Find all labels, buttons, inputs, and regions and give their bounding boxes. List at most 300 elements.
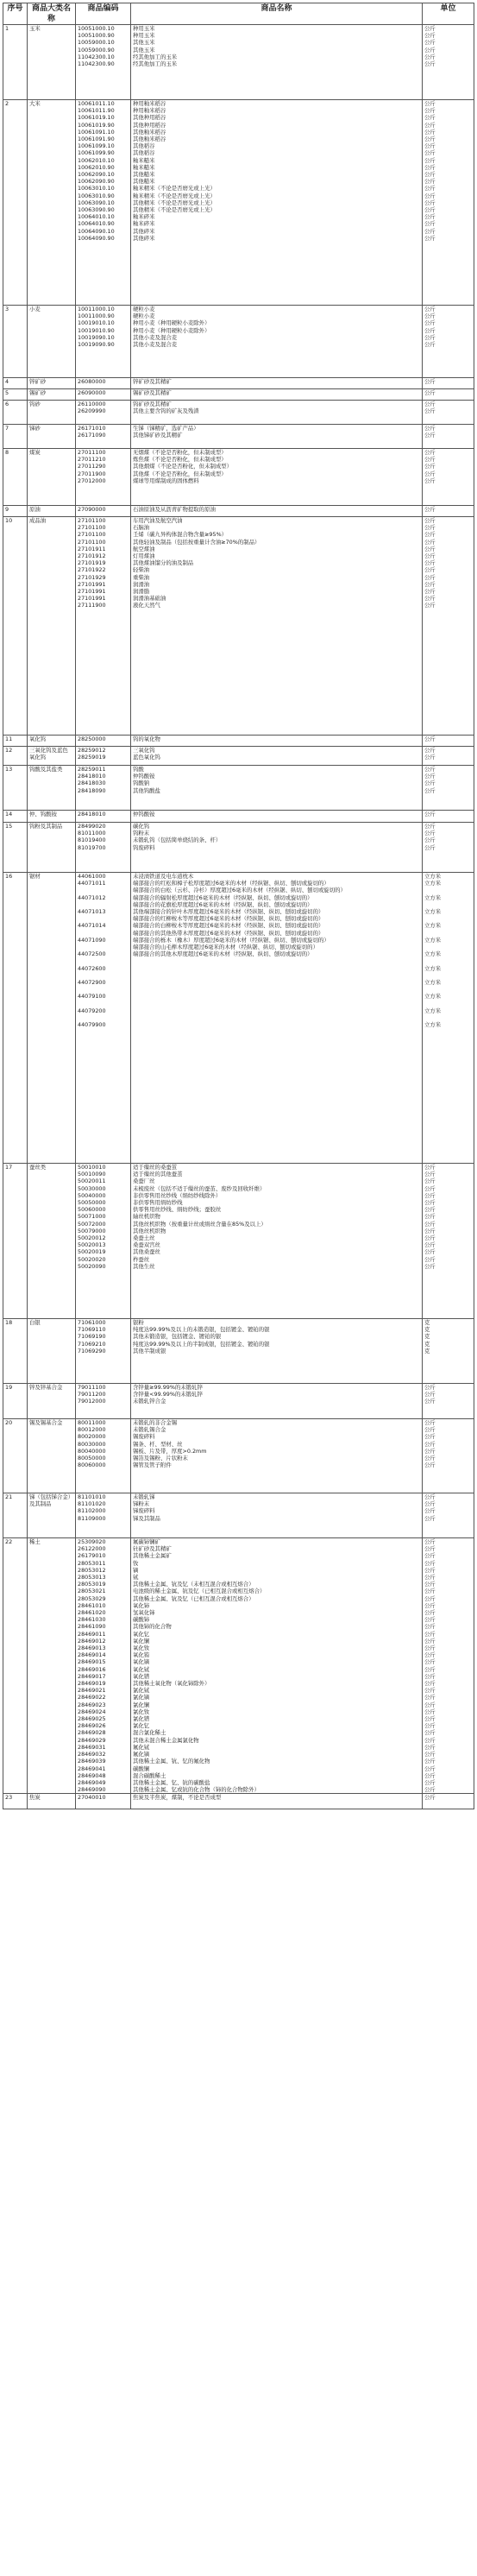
item-code: 28469031 xyxy=(78,1743,106,1751)
item-code: 50010010 xyxy=(78,1164,106,1171)
table-row xyxy=(3,425,474,449)
item-unit: 公斤 xyxy=(424,1178,436,1185)
item-unit: 公斤 xyxy=(424,1758,436,1765)
item-name: 混合碳酸稀土 xyxy=(133,1771,166,1779)
item-code: 81101020 xyxy=(78,1500,106,1508)
item-name: 生锑（锑精矿，选矿产品） xyxy=(133,425,199,432)
item-name: 钨酸钠 xyxy=(133,780,150,787)
item-name: 其他煤（不论是否粉化，但未制成型） xyxy=(133,470,227,477)
seq-text: 2 xyxy=(5,100,9,107)
row-category xyxy=(28,506,76,517)
row-codes xyxy=(76,1384,131,1419)
item-name: 未锻轧的非合金锡 xyxy=(133,1419,178,1426)
item-code: 50079000 xyxy=(78,1227,106,1234)
item-unit: 公斤 xyxy=(424,1199,436,1207)
item-code: 50040000 xyxy=(78,1191,106,1199)
item-code: 50010090 xyxy=(78,1171,106,1178)
item-code: 44071013 xyxy=(78,907,106,915)
row-units xyxy=(423,517,474,736)
row-units xyxy=(423,449,474,506)
item-unit: 公斤 xyxy=(424,456,436,464)
item-name: 锑及其制品 xyxy=(133,1514,160,1522)
item-unit: 公斤 xyxy=(424,1672,436,1680)
row-category xyxy=(28,449,76,506)
item-name: 钨矿砂及其精矿 xyxy=(133,401,172,407)
item-unit: 公斤 xyxy=(424,213,436,221)
item-name: 其他桑蚕丝 xyxy=(133,1248,160,1256)
item-name: 轻柴油 xyxy=(133,566,150,574)
row-names xyxy=(131,736,423,747)
row-names xyxy=(131,389,423,401)
item-code: 27040010 xyxy=(78,1794,106,1802)
seq-text: 8 xyxy=(5,449,9,456)
row-units xyxy=(423,1794,474,1809)
item-code: 28053021 xyxy=(78,1588,106,1595)
item-unit: 公斤 xyxy=(424,1184,436,1192)
item-name: 氢氧化铈 xyxy=(133,1609,155,1617)
row-names xyxy=(131,506,423,517)
item-name: 锑废碎料 xyxy=(133,1507,155,1515)
row-codes xyxy=(76,1493,131,1538)
item-unit: 公斤 xyxy=(424,1566,436,1574)
item-unit: 公斤 xyxy=(424,1729,436,1737)
item-code: 44071014 xyxy=(78,922,106,930)
item-name: 氯化铽 xyxy=(133,1687,150,1695)
item-unit: 公斤 xyxy=(424,220,436,228)
seq-text: 21 xyxy=(5,1493,13,1500)
item-name: 其他稀土金属、钇或钪的化合物（铈的化合物除外） xyxy=(133,1786,260,1794)
item-code: 10061011.90 xyxy=(78,107,115,115)
item-name: 蓝色氧化钨 xyxy=(133,754,160,761)
item-unit: 公斤 xyxy=(424,1500,436,1508)
item-name: 含锌量<99.99%的未锻轧锌 xyxy=(133,1391,203,1398)
item-code: 28418010 xyxy=(78,773,106,780)
item-unit: 公斤 xyxy=(424,149,436,157)
item-unit: 公斤 xyxy=(424,1588,436,1595)
item-code: 10061099.10 xyxy=(78,142,115,150)
row-codes xyxy=(76,736,131,747)
item-code: 10063010.90 xyxy=(78,192,115,199)
item-name: 锡板、片及带，厚度>0.2mm xyxy=(133,1447,207,1455)
row-category xyxy=(28,873,76,1164)
item-name: 锡箔及锡粉、片状粉末 xyxy=(133,1455,188,1462)
item-unit: 公斤 xyxy=(424,747,436,754)
item-unit: 立方米 xyxy=(424,1021,442,1029)
item-code: 50071000 xyxy=(78,1213,106,1221)
item-code: 80060000 xyxy=(78,1462,106,1469)
item-code: 28250000 xyxy=(78,736,106,742)
item-code: 28259019 xyxy=(78,754,106,761)
item-name: 锡条、杆、型材、丝 xyxy=(133,1440,183,1448)
seq-text: 23 xyxy=(5,1794,13,1802)
item-code: 79011100 xyxy=(78,1384,106,1391)
item-code: 28469016 xyxy=(78,1665,106,1673)
item-unit: 公斤 xyxy=(424,786,436,794)
item-code: 27101922 xyxy=(78,566,106,574)
table-row xyxy=(3,306,474,378)
item-code: 10061019.90 xyxy=(78,121,115,129)
item-code: 28469014 xyxy=(78,1651,106,1659)
item-unit: 公斤 xyxy=(424,192,436,199)
item-name: 灯用煤油 xyxy=(133,552,155,560)
row-codes xyxy=(76,100,131,306)
item-unit: 公斤 xyxy=(424,178,436,186)
table-row xyxy=(3,1319,474,1384)
item-unit: 公斤 xyxy=(424,517,436,524)
seq-text: 13 xyxy=(5,766,13,773)
row-units xyxy=(423,1419,474,1493)
item-code: 10063010.10 xyxy=(78,185,115,193)
item-code: 44079200 xyxy=(78,1007,106,1014)
row-codes xyxy=(76,517,131,736)
item-unit: 立方米 xyxy=(424,893,442,901)
item-code: 44079900 xyxy=(78,1021,106,1029)
category-text: 三氧化钨及蓝色氧化钨 xyxy=(29,747,68,761)
item-name: 含锌量≥99.99%的未锻轧锌 xyxy=(133,1384,203,1391)
item-code: 10064090.10 xyxy=(78,227,115,235)
item-unit: 公斤 xyxy=(424,1507,436,1515)
item-unit: 公斤 xyxy=(424,425,436,432)
item-code: 27101100 xyxy=(78,517,106,524)
item-unit: 公斤 xyxy=(424,401,436,407)
row-names xyxy=(131,425,423,449)
item-unit: 克 xyxy=(424,1326,430,1334)
row-units xyxy=(423,1493,474,1538)
item-name: 种用玉米 xyxy=(133,32,155,40)
item-unit: 公斤 xyxy=(424,559,436,567)
item-unit: 公斤 xyxy=(424,1765,436,1772)
item-unit: 公斤 xyxy=(424,830,436,837)
row-codes xyxy=(76,401,131,425)
row-category xyxy=(28,425,76,449)
item-code: 10019010.10 xyxy=(78,319,115,327)
row-category xyxy=(28,1419,76,1493)
item-code: 10061091.90 xyxy=(78,136,115,143)
table-body xyxy=(3,25,474,1809)
item-unit: 公斤 xyxy=(424,163,436,171)
row-category xyxy=(28,811,76,823)
header-unit: 单位 xyxy=(423,3,474,25)
item-unit: 立方米 xyxy=(424,978,442,986)
item-code: 10064090.90 xyxy=(78,234,115,242)
row-codes xyxy=(76,306,131,378)
item-unit: 公斤 xyxy=(424,1794,436,1802)
table-row xyxy=(3,1164,474,1319)
item-name: 种用小麦（种用硬粒小麦除外） xyxy=(133,326,210,334)
item-name: 端部接合的山毛榉木厚度超过6毫米的木材（经纵锯、纵切、刨切或旋切的） xyxy=(133,944,318,951)
category-text: 原油 xyxy=(29,506,41,513)
item-unit: 公斤 xyxy=(424,326,436,334)
seq-text: 18 xyxy=(5,1319,13,1326)
item-code: 80020000 xyxy=(78,1433,106,1441)
item-code: 28469041 xyxy=(78,1765,106,1772)
item-unit: 公斤 xyxy=(424,25,436,32)
item-name: 重柴油 xyxy=(133,573,150,581)
item-code: 10011000.10 xyxy=(78,306,115,313)
item-unit: 公斤 xyxy=(424,766,436,773)
category-text: 蚕丝类 xyxy=(29,1164,47,1171)
item-unit: 公斤 xyxy=(424,1255,436,1263)
item-unit: 公斤 xyxy=(424,1616,436,1624)
table-header xyxy=(3,3,474,25)
row-units xyxy=(423,736,474,747)
item-name: 其他锑矿砂及其精矿 xyxy=(133,432,183,439)
seq-text: 19 xyxy=(5,1384,13,1391)
item-unit: 公斤 xyxy=(424,602,436,609)
item-name: 焦炭及半焦炭，煤制，不论是否成型 xyxy=(133,1794,222,1802)
row-category xyxy=(28,389,76,401)
item-name: 端部接合的其他木厚度超过6毫米的木材（经纵锯、纵切、刨切或旋切的） xyxy=(133,950,313,958)
item-unit: 公斤 xyxy=(424,53,436,60)
item-unit: 公斤 xyxy=(424,1433,436,1441)
item-unit: 公斤 xyxy=(424,1574,436,1582)
seq-text: 6 xyxy=(5,401,9,407)
item-name: 其他生丝 xyxy=(133,1262,155,1270)
item-name: 种用小麦（种用硬粒小麦除外） xyxy=(133,319,210,327)
item-code: 10011000.90 xyxy=(78,313,115,320)
item-unit: 立方米 xyxy=(424,880,442,887)
item-name: 未锻轧锑 xyxy=(133,1493,155,1500)
item-name: 其他种用稻谷 xyxy=(133,114,166,122)
item-name: 其他稀土金属、钪、钇的氟化物 xyxy=(133,1758,210,1765)
table-row xyxy=(3,1538,474,1794)
item-code: 26179010 xyxy=(78,1552,106,1560)
category-text: 仲、钨酸铵 xyxy=(29,811,57,818)
table-row xyxy=(3,1384,474,1419)
item-name: 适于缫丝的桑蚕茧 xyxy=(133,1164,178,1171)
seq-text: 16 xyxy=(5,873,13,880)
row-codes xyxy=(76,1164,131,1319)
item-code: 28469025 xyxy=(78,1715,106,1723)
item-code: 27011210 xyxy=(78,456,106,464)
seq-text: 10 xyxy=(5,517,13,524)
table-row xyxy=(3,449,474,506)
item-name: 桑蚕厂丝 xyxy=(133,1178,155,1185)
item-name: 锑粉末 xyxy=(133,1500,150,1508)
item-code: 27101991 xyxy=(78,580,106,588)
item-code: 27101991 xyxy=(78,588,106,596)
seq-text: 11 xyxy=(5,736,13,742)
row-category xyxy=(28,517,76,736)
item-name: 紬丝机织物 xyxy=(133,1213,160,1221)
item-code: 50020011 xyxy=(78,1178,106,1185)
item-unit: 公斤 xyxy=(424,524,436,532)
item-code: 26110000 xyxy=(78,401,106,407)
item-unit: 公斤 xyxy=(424,121,436,129)
item-name: 其他煤油馏分的油及制品 xyxy=(133,559,194,567)
item-name: 其他精米（不论是否磨光或上光） xyxy=(133,199,216,206)
item-code: 71069190 xyxy=(78,1333,106,1341)
item-name: 其他稀土金属矿 xyxy=(133,1552,172,1560)
table-row xyxy=(3,25,474,100)
item-code: 28461090 xyxy=(78,1623,106,1631)
item-unit: 公斤 xyxy=(424,1680,436,1688)
item-unit: 立方米 xyxy=(424,950,442,958)
item-unit: 公斤 xyxy=(424,1262,436,1270)
item-unit: 公斤 xyxy=(424,171,436,179)
item-name: 氧化铽 xyxy=(133,1665,150,1673)
item-unit: 公斤 xyxy=(424,1778,436,1786)
item-name: 端部接合的辐射松厚度超过6毫米的木材（经纵锯、纵切、刨切或旋切的） xyxy=(133,893,313,901)
item-code: 80011000 xyxy=(78,1419,106,1426)
item-name: 氧化铕 xyxy=(133,1651,150,1659)
item-code: 28418090 xyxy=(78,786,106,794)
item-name: 种用籼米稻谷 xyxy=(133,100,166,107)
row-category xyxy=(28,766,76,811)
item-code: 28469017 xyxy=(78,1672,106,1680)
row-names xyxy=(131,823,423,873)
table-row xyxy=(3,1794,474,1809)
item-unit: 公斤 xyxy=(424,313,436,320)
item-name: 钨废碎料 xyxy=(133,843,155,851)
item-code: 28469021 xyxy=(78,1687,106,1695)
item-unit: 公斤 xyxy=(424,1708,436,1715)
item-unit: 克 xyxy=(424,1340,430,1348)
header-category: 商品大类名称 xyxy=(28,3,76,25)
item-unit: 公斤 xyxy=(424,319,436,327)
table-row xyxy=(3,873,474,1164)
row-category xyxy=(28,823,76,873)
category-text: 锡及锡基合金 xyxy=(29,1419,63,1426)
item-code: 79012000 xyxy=(78,1398,106,1405)
item-unit: 公斤 xyxy=(424,463,436,470)
item-code: 10061099.90 xyxy=(78,149,115,157)
item-unit: 公斤 xyxy=(424,1609,436,1617)
item-unit: 公斤 xyxy=(424,595,436,603)
item-name: 其他籼米稻谷 xyxy=(133,128,166,136)
item-code: 44071012 xyxy=(78,893,106,901)
item-name: 籼米精米（不论是否磨光或上光） xyxy=(133,192,216,199)
row-units xyxy=(423,1319,474,1384)
category-text: 钨粉及其制品 xyxy=(29,823,63,830)
category-text: 玉米 xyxy=(29,25,41,32)
item-code: 10061011.10 xyxy=(78,100,115,107)
item-name: 其他稻谷 xyxy=(133,142,155,150)
row-codes xyxy=(76,873,131,1164)
item-code: 28461010 xyxy=(78,1601,106,1609)
seq-text: 20 xyxy=(5,1419,13,1426)
seq-text: 7 xyxy=(5,425,9,432)
row-units xyxy=(423,25,474,100)
item-unit: 公斤 xyxy=(424,128,436,136)
category-text: 锯材 xyxy=(29,873,41,880)
item-code: 28469090 xyxy=(78,1786,106,1794)
row-seq xyxy=(3,1319,28,1384)
item-unit: 公斤 xyxy=(424,1462,436,1469)
item-code: 71069110 xyxy=(78,1326,106,1334)
row-names xyxy=(131,1538,423,1794)
item-name: 硬粒小麦 xyxy=(133,306,155,313)
item-unit: 立方米 xyxy=(424,907,442,915)
item-name: 籼米糙米 xyxy=(133,156,155,164)
row-codes xyxy=(76,425,131,449)
item-code: 26171010 xyxy=(78,425,106,432)
item-name: 润滑油 xyxy=(133,580,150,588)
item-unit: 公斤 xyxy=(424,1786,436,1794)
item-unit: 公斤 xyxy=(424,1630,436,1638)
item-code: 10062010.90 xyxy=(78,163,115,171)
row-names xyxy=(131,873,423,1164)
row-category xyxy=(28,1493,76,1538)
row-units xyxy=(423,306,474,378)
item-code: 71069290 xyxy=(78,1347,106,1354)
item-unit: 公斤 xyxy=(424,432,436,439)
table-row xyxy=(3,736,474,747)
item-name: 未锻轧钨（包括简单烧结的条、杆） xyxy=(133,837,222,844)
item-code: 10051000.10 xyxy=(78,25,115,32)
item-unit: 公斤 xyxy=(424,538,436,546)
row-units xyxy=(423,823,474,873)
item-code: 81019400 xyxy=(78,837,106,844)
item-code: 27011900 xyxy=(78,470,106,477)
item-unit: 公斤 xyxy=(424,1623,436,1631)
item-name: 锡废碎料 xyxy=(133,1433,155,1441)
seq-text: 3 xyxy=(5,306,9,313)
row-seq xyxy=(3,1384,28,1419)
row-units xyxy=(423,100,474,306)
item-name: 其他稻谷 xyxy=(133,149,155,157)
row-codes xyxy=(76,1538,131,1794)
row-names xyxy=(131,100,423,306)
item-code: 28418030 xyxy=(78,780,106,787)
item-code: 27101919 xyxy=(78,559,106,567)
item-code: 10064010.90 xyxy=(78,220,115,228)
item-code: 28469019 xyxy=(78,1680,106,1688)
item-name: 氧化镨 xyxy=(133,1672,150,1680)
item-name: 石油原油及从沥青矿物提取的原油 xyxy=(133,506,216,513)
row-names xyxy=(131,401,423,425)
item-name: 桑蚕双宫丝 xyxy=(133,1241,160,1249)
category-text: 锑（包括锑合金）及其制品 xyxy=(29,1493,71,1508)
item-unit: 公斤 xyxy=(424,1213,436,1221)
item-name: 钨粉末 xyxy=(133,830,150,837)
item-unit: 公斤 xyxy=(424,1234,436,1242)
item-code: 10064010.10 xyxy=(78,213,115,221)
item-unit: 公斤 xyxy=(424,1545,436,1553)
item-code: 27101100 xyxy=(78,531,106,539)
row-names xyxy=(131,378,423,389)
item-code: 44072600 xyxy=(78,964,106,972)
item-code: 28469015 xyxy=(78,1658,106,1666)
item-unit: 公斤 xyxy=(424,1736,436,1744)
item-name: 车用汽油及航空汽油 xyxy=(133,517,183,524)
item-name: 碳化钨 xyxy=(133,823,150,830)
seq-text: 9 xyxy=(5,506,9,513)
seq-text: 14 xyxy=(5,811,13,818)
row-seq xyxy=(3,306,28,378)
item-code: 81019700 xyxy=(78,843,106,851)
item-name: 氧化铈 xyxy=(133,1601,150,1609)
table-row xyxy=(3,401,474,425)
item-unit: 公斤 xyxy=(424,449,436,456)
row-codes xyxy=(76,506,131,517)
item-code: 28499020 xyxy=(78,823,106,830)
category-text: 大米 xyxy=(29,100,41,107)
item-name: 其他稀土金属、钪及钇（已相互混合或相互熔合） xyxy=(133,1594,254,1602)
item-unit: 公斤 xyxy=(424,234,436,242)
item-code: 71061000 xyxy=(78,1319,106,1326)
item-code: 28469024 xyxy=(78,1708,106,1715)
item-unit: 公斤 xyxy=(424,1241,436,1249)
item-unit: 公斤 xyxy=(424,837,436,844)
row-names xyxy=(131,766,423,811)
item-code: 28053012 xyxy=(78,1566,106,1574)
row-codes xyxy=(76,25,131,100)
item-unit: 公斤 xyxy=(424,107,436,115)
item-name: 经其他加工的玉米 xyxy=(133,60,178,68)
item-name: 其他端部接合的针叶木厚度超过6毫米的木材（经纵锯、纵切、刨切或旋切的） xyxy=(133,908,324,916)
item-unit: 公斤 xyxy=(424,1514,436,1522)
